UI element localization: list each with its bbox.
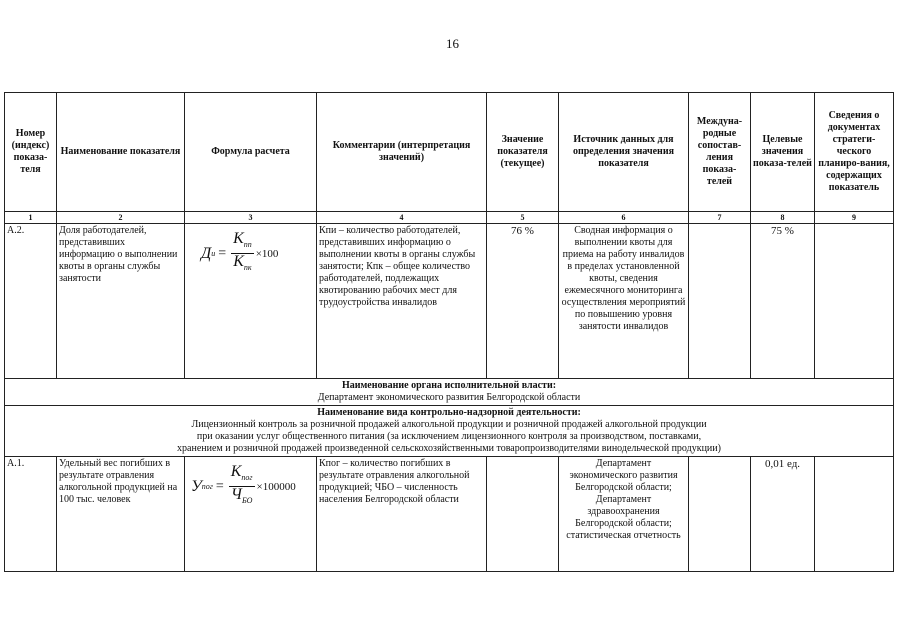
source-cell: Сводная информация о выполнении квоты для приема на работу инвалидов в пределах установленной квоты, сведения ежемесячного мониторинга осуществления мероприятий по повышению уровня занятости инвалидов	[559, 224, 689, 379]
section-control-row	[5, 406, 894, 457]
header-comment: Комментарии (интерпретация значений)	[317, 93, 487, 212]
formula-equals: =	[215, 478, 224, 494]
comment-cell: Кпи – количество работодателей, представивших информацию о выполнении квоты в органы службы занятости; Кпк – общее количество работодателей, подлежащих квотированию рабочих мест для трудоустройства инвалидов	[317, 224, 487, 379]
formula-numerator	[231, 231, 254, 254]
section-authority	[5, 379, 894, 406]
international-cell	[689, 224, 751, 379]
formula-fraction	[231, 231, 254, 276]
denominator-symbol: Ч	[230, 486, 242, 504]
section-control-line: при оказании услуг общественного питания (за исключением лицензионного контроля за производством, поставками,	[196, 431, 702, 442]
target-value: 0,01 ед.	[751, 457, 815, 572]
column-number: 7	[689, 212, 751, 224]
formula-denominator	[229, 487, 255, 509]
header-name: Наименование показателя	[57, 93, 185, 212]
documents-cell	[815, 457, 894, 572]
section-control	[5, 406, 894, 457]
header-index: Номер (индекс) показа-теля	[5, 93, 57, 212]
formula-lhs-sub: пог	[201, 481, 213, 491]
row-index: А.2.	[5, 224, 57, 379]
numerator-symbol: К	[233, 230, 244, 247]
denominator-symbol: К	[233, 253, 244, 271]
formula-multiplier: ×100000	[256, 480, 296, 493]
header-target: Целевые значения показа-телей	[751, 93, 815, 212]
row-index: А.1.	[5, 457, 57, 572]
indicator-name: Удельный вес погибших в результате отравления алкогольной продукцией на 100 тыс. человек	[57, 457, 185, 572]
formula-numerator	[229, 464, 255, 487]
section-authority-text: Департамент экономического развития Белгородской области	[317, 392, 581, 403]
column-number: 6	[559, 212, 689, 224]
formula-multiplier: ×100	[255, 247, 279, 260]
source-cell: Департамент экономического развития Белгородской области; Департамент здравоохранения Белгородской области; статистическая отчетность	[559, 457, 689, 572]
numerator-sub: пп	[243, 240, 252, 250]
section-control-line: хранением и розничной продажей произведенной сельскохозяйственными товаропроизводителями винодельческой продукции)	[177, 443, 721, 454]
formula-denominator	[231, 254, 253, 276]
table-header-row	[5, 93, 894, 212]
numerator-sub: пог	[241, 473, 253, 483]
formula-cell	[185, 224, 317, 379]
international-cell	[689, 457, 751, 572]
header-current-value: Значение показателя (текущее)	[487, 93, 559, 212]
table-row	[5, 457, 894, 572]
denominator-sub: БО	[241, 496, 253, 506]
section-control-title: Наименование вида контрольно-надзорной деятельности:	[317, 407, 581, 418]
formula-fraction	[229, 464, 255, 509]
formula-lhs-sub: и	[211, 248, 216, 258]
column-number: 8	[751, 212, 815, 224]
column-number: 2	[57, 212, 185, 224]
page-number: 16	[446, 36, 459, 51]
indicators-table	[4, 92, 894, 572]
table-row	[5, 224, 894, 379]
header-source: Источник данных для определения значения показателя	[559, 93, 689, 212]
current-value	[487, 457, 559, 572]
documents-cell	[815, 224, 894, 379]
section-authority-row	[5, 379, 894, 406]
formula-equals: =	[218, 245, 227, 261]
section-control-line: Лицензионный контроль за розничной продажей алкогольной продукции и розничной продажей алкогольной продукции	[191, 419, 707, 430]
column-number: 4	[317, 212, 487, 224]
header-formula: Формула расчета	[185, 93, 317, 212]
column-number: 9	[815, 212, 894, 224]
denominator-sub: пк	[243, 263, 252, 273]
formula	[191, 464, 314, 509]
target-value: 75 %	[751, 224, 815, 379]
formula-lhs: Д	[201, 244, 212, 262]
formula	[201, 231, 314, 276]
column-number: 3	[185, 212, 317, 224]
column-number: 1	[5, 212, 57, 224]
column-number: 5	[487, 212, 559, 224]
comment-cell: Кпог – количество погибших в результате отравления алкогольной продукцией; ЧБО – численность населения Белгородской области	[317, 457, 487, 572]
column-number-row	[5, 212, 894, 224]
current-value: 76 %	[487, 224, 559, 379]
formula-lhs: У	[191, 477, 202, 495]
header-documents: Сведения о документах стратеги-ческого планиро-вания, содержащих показатель	[815, 93, 894, 212]
numerator-symbol: К	[230, 463, 242, 480]
section-authority-title: Наименование органа исполнительной власти:	[341, 380, 557, 391]
indicator-name: Доля работодателей, представивших информацию о выполнении квоты в органы службы занятости	[57, 224, 185, 379]
formula-cell	[185, 457, 317, 572]
header-international: Междуна-родные сопостав-ления показа-телей	[689, 93, 751, 212]
